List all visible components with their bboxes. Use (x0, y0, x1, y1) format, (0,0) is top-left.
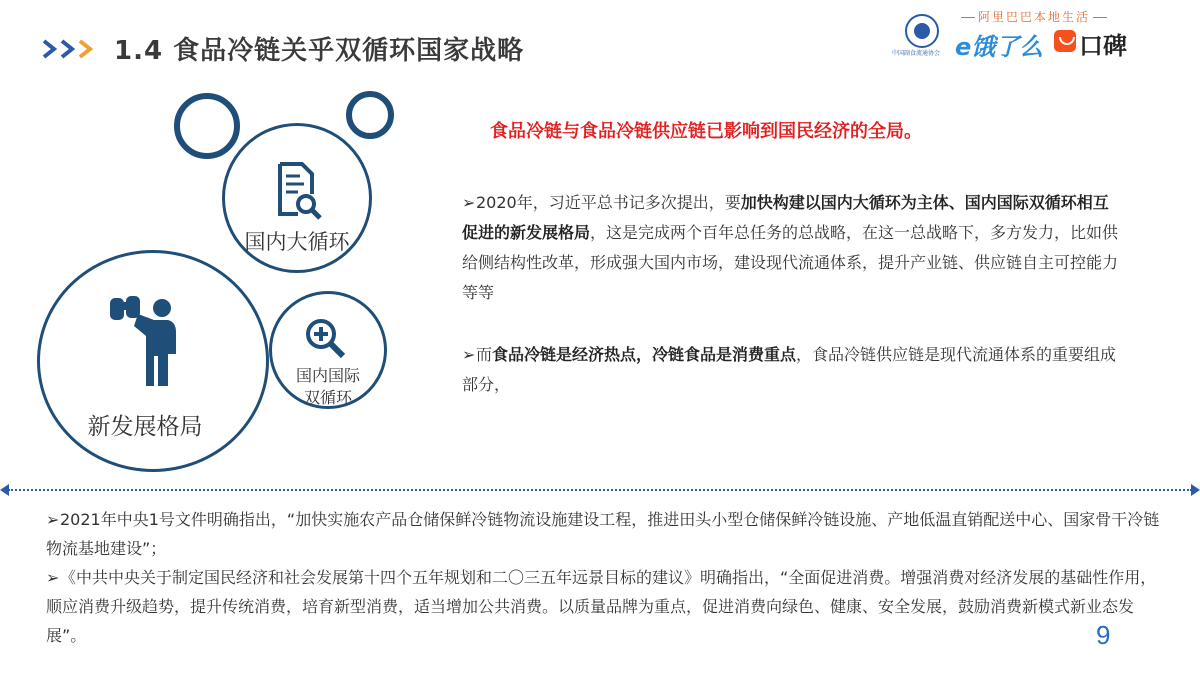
bottom-bullet-1 (46, 505, 1166, 563)
decor-ring-right (346, 91, 394, 139)
page-title: 1.4 食品冷链关乎双循环国家战略 (114, 36, 525, 66)
bottom-bullet-2 (46, 563, 1166, 650)
binoculars-person-icon (106, 292, 186, 388)
bullet-arrow-icon: ➢ (46, 510, 60, 529)
bullet-arrow-icon: ➢ (462, 193, 476, 212)
label-domestic-circulation: 国内大循环 (244, 230, 350, 254)
p1-text-a: 2020年，习近平总书记多次提出，要 (476, 193, 741, 212)
p2-text-a: 而 (476, 345, 493, 364)
headline: 食品冷链与食品冷链供应链已影响到国民经济的全局。 (490, 121, 922, 142)
document-search-icon (272, 160, 324, 220)
bottom-bullet-1-text: 2021年中央1号文件明确指出，“加快实施农产品仓储保鲜冷链物流设施建设工程，推进田头小型仓储保鲜冷链设施、产地低温直销配送中心、国家骨干冷链物流基地建设”； (46, 510, 1160, 558)
page-number: 9 (1096, 620, 1111, 650)
bullet-arrow-icon: ➢ (46, 568, 60, 587)
label-dual-circulation (276, 365, 380, 409)
p1-text-bold: 加快构建以国内大循环为主体、国内国际双循环相互促进的新发展格局 (462, 193, 1109, 242)
divider-right-arrow-icon (1191, 484, 1200, 496)
label-dual-line2: 双循环 (303, 388, 352, 407)
label-new-pattern: 新发展格局 (87, 414, 203, 440)
koubei-logo-icon (1054, 30, 1076, 52)
title-chevrons-icon (42, 38, 104, 60)
decor-ring-left (174, 93, 240, 159)
p2-text-c: ，食品冷链供应链是现代流通体系的重要组成部分， (462, 345, 1117, 394)
p1-text-c: ，这是完成两个百年总任务的总战略，在这一总战略下，多方发力，比如供给侧结构性改革，形成强大国内市场，建设现代流通体系，提升产业链、供应链自主可控能力等等 (462, 223, 1119, 302)
paragraph-2 (462, 340, 1122, 400)
zoom-in-icon (303, 316, 347, 360)
koubei-logo: 口碑 (1079, 32, 1127, 60)
p2-text-bold: 食品冷链是经济热点，冷链食品是消费重点 (492, 345, 797, 364)
paragraph-1 (462, 188, 1122, 308)
label-dual-line1: 国内国际 (295, 366, 360, 385)
dotted-divider (8, 489, 1192, 491)
bullet-arrow-icon: ➢ (462, 345, 476, 364)
association-seal-icon (905, 14, 939, 48)
eleme-logo: e饿了么 (955, 33, 1044, 61)
brand-tagline: 阿里巴巴本地生活 (958, 8, 1110, 25)
seal-caption: 中国副食流通协会 (892, 50, 941, 57)
bottom-bullet-2-text: 《中共中央关于制定国民经济和社会发展第十四个五年规划和二〇三五年远景目标的建议》明确指出，“全面促进消费。增强消费对经济发展的基础性作用，顺应消费升级趋势，提升传统消费，培育新型消费，适当增加公共消费。以质量品牌为重点，促进消费向绿色、健康、安全发展，鼓励消费新模式新业态发展”。 (46, 568, 1157, 645)
